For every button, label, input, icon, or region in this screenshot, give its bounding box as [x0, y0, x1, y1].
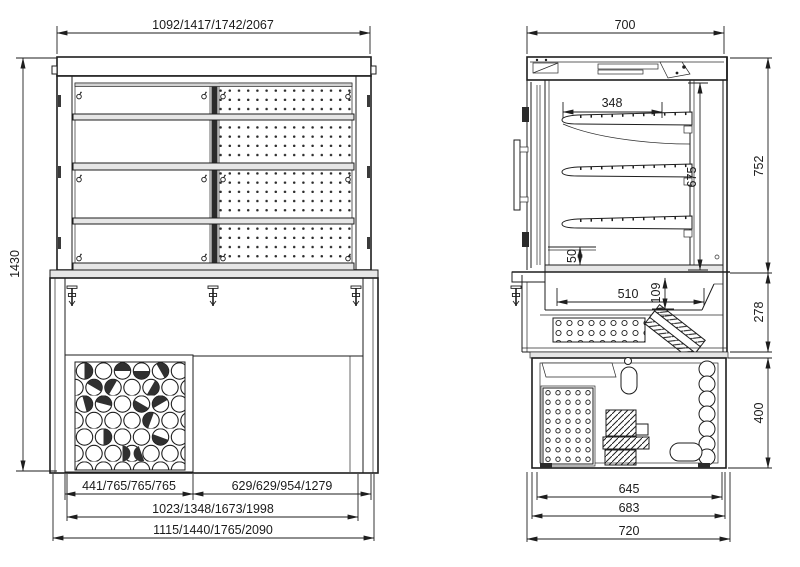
- cable-slot: [621, 367, 637, 394]
- dim-well-opening: [557, 287, 704, 306]
- side-glass-door: [514, 80, 549, 270]
- dim-well-depth: [649, 278, 674, 309]
- evaporator-plate: [553, 318, 645, 342]
- dim-label: 1023/1348/1673/1998: [152, 502, 274, 516]
- dim-label: 700: [614, 18, 636, 32]
- side-canopy: [527, 57, 727, 80]
- dim-label: 629/629/954/1279: [231, 479, 333, 493]
- center-mullion: [212, 83, 218, 266]
- dim-label: 400: [752, 402, 766, 424]
- side-shelves: [562, 112, 692, 237]
- dim-label: 441/765/765/765: [82, 479, 176, 493]
- dim-label: 720: [618, 524, 640, 538]
- dim-label: 278: [752, 301, 766, 323]
- condenser-grille: [543, 388, 593, 464]
- dim-label: 645: [618, 482, 640, 496]
- dim-base-depths: [527, 472, 730, 542]
- door-hinge: [522, 232, 529, 247]
- fan-unit: [645, 305, 705, 360]
- side-counter-well: [511, 272, 730, 359]
- cable-slot: [670, 443, 702, 461]
- dim-label: 1430: [8, 250, 22, 278]
- dim-label: 1092/1417/1742/2067: [152, 18, 274, 32]
- door-hinge: [522, 107, 529, 122]
- door-handle: [514, 140, 520, 210]
- dim-label: 675: [685, 166, 699, 188]
- tray: [542, 363, 616, 377]
- dim-front-bottom-widths: [53, 474, 374, 541]
- front-view: [50, 57, 378, 473]
- dim-front-top-width: [57, 18, 370, 54]
- dim-label: 1115/1440/1765/2090: [153, 523, 273, 537]
- dim-counter-height: [730, 273, 772, 352]
- fixing-bracket: [511, 286, 521, 306]
- dim-label: 683: [618, 501, 640, 515]
- dim-side-top-depth: [527, 18, 724, 54]
- front-vent-grille: [65, 355, 193, 472]
- side-view: [511, 57, 730, 468]
- dim-label: 109: [649, 282, 663, 304]
- dim-label: 348: [601, 96, 623, 110]
- dim-upper-height: [730, 58, 772, 273]
- dim-base-height: [728, 358, 772, 468]
- side-rear-wall: [690, 57, 727, 352]
- dim-inner-height: [685, 83, 708, 270]
- dim-label: 50: [565, 249, 579, 263]
- side-machinery: [530, 352, 728, 468]
- dim-label: 752: [752, 155, 766, 177]
- dim-label: 510: [617, 287, 639, 301]
